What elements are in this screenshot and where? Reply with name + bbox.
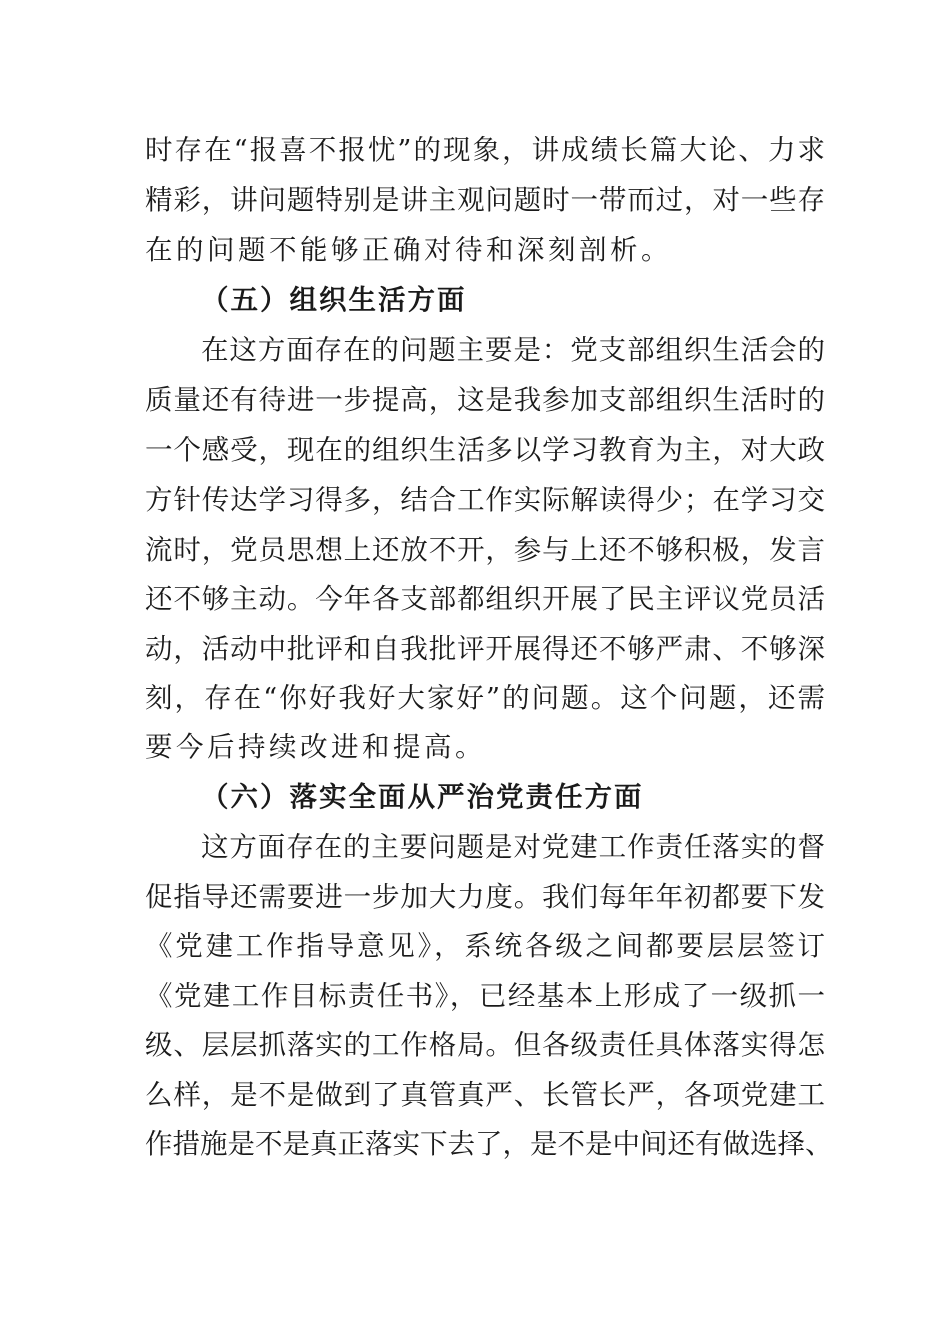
body-text-line: 一个感受，现在的组织生活多以学习教育为主，对大政 (145, 434, 825, 466)
body-text-line: 这方面存在的主要问题是对党建工作责任落实的督 (201, 831, 825, 863)
body-text-line: 刻，存在“你好我好大家好”的问题。这个问题，还需 (145, 682, 825, 714)
section-heading: （六）落实全面从严治党责任方面 (201, 781, 644, 813)
body-text-line: 精彩，讲问题特别是讲主观问题时一带而过，对一些存 (145, 184, 825, 216)
body-text-line: 动，活动中批评和自我批评开展得还不够严肃、不够深 (145, 633, 825, 665)
body-text-line: 么样，是不是做到了真管真严、长管长严，各项党建工 (145, 1079, 825, 1111)
body-text-line: 在的问题不能够正确对待和深刻剖析。 (145, 234, 672, 266)
body-text-line: 时存在“报喜不报忧”的现象，讲成绩长篇大论、力求 (145, 134, 825, 166)
body-text-line: 质量还有待进一步提高，这是我参加支部组织生活时的 (145, 384, 825, 416)
body-text-line: 在这方面存在的问题主要是：党支部组织生活会的 (201, 334, 825, 366)
body-text-line: 级、层层抓落实的工作格局。但各级责任具体落实得怎 (145, 1029, 825, 1061)
body-text-line: 《党建工作目标责任书》，已经基本上形成了一级抓一 (145, 980, 825, 1012)
body-text-line: 要今后持续改进和提高。 (145, 731, 486, 763)
body-text-line: 促指导还需要进一步加大力度。我们每年年初都要下发 (145, 881, 825, 913)
body-text-line: 还不够主动。今年各支部都组织开展了民主评议党员活 (145, 583, 825, 615)
body-text-line: 作措施是不是真正落实下去了，是不是中间还有做选择、 (145, 1128, 833, 1160)
body-text-line: 流时，党员思想上还放不开，参与上还不够积极，发言 (145, 534, 825, 566)
body-text-line: 方针传达学习得多，结合工作实际解读得少；在学习交 (145, 484, 825, 516)
body-text-line: 《党建工作指导意见》，系统各级之间都要层层签订 (145, 930, 825, 962)
section-heading: （五）组织生活方面 (201, 284, 467, 316)
